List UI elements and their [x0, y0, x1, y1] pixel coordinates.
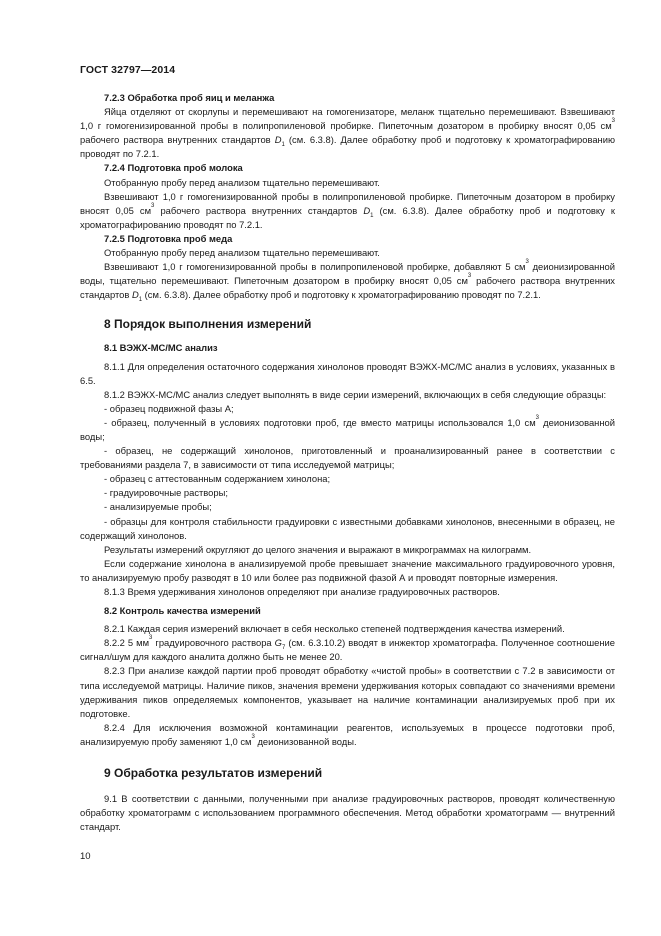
document-header: ГОСТ 32797—2014	[80, 64, 176, 76]
paragraph-8-1-2: 8.1.2 ВЭЖХ-МС/МС анализ следует выполнять в виде серии измерений, включающих в себя следующие образцы:	[104, 388, 607, 400]
subsection-title-7-2-5: 7.2.5 Подготовка проб меда	[104, 232, 233, 244]
subsection-title-8-2: 8.2 Контроль качества измерений	[104, 605, 261, 617]
paragraph-8-2-3: 8.2.3 При анализе каждой партии проб проводят обработку «чистой пробы» в соответствии с 7.2 в зависимости от типа исследуемой матрицы. Наличие пиков, значения времени удерживания которых совпадают со значениями времени удерживания пиков определяемых компонентов, указывает на наличие контаминации анализируемых проб при их подготовке.	[80, 665, 615, 719]
subsection-title-8-1: 8.1 ВЭЖХ-МС/МС анализ	[104, 342, 218, 354]
subsection-title-7-2-3: 7.2.3 Обработка проб яиц и меланжа	[104, 92, 275, 103]
subsection-title-7-2-4: 7.2.4 Подготовка проб молока	[104, 162, 243, 174]
paragraph-7-2-5-a: Отобранную пробу перед анализом тщательно перемешивают.	[104, 247, 380, 259]
section-title-9: 9 Обработка результатов измерений	[104, 766, 323, 781]
paragraph-8-2-4: 8.2.4 Для исключения возможной контаминации реагентов, используемых в процессе подготовки проб, анализируемую пробу заменяют 1,0 $см^3$ деионизованной воды.	[80, 721, 615, 747]
list-item: - образец подвижной фазы А;	[104, 402, 234, 414]
list-item: - образец, не содержащий хинолонов, приготовленный и проанализированный ранее в соответствии с требованиями раздела 7, в зависимости от типа исследуемой матрицы;	[80, 445, 615, 471]
list-item: - образец с аттестованным содержанием хинолона;	[104, 473, 331, 485]
list-item: - образец, полученный в условиях подготовки проб, где вместо матрицы использовался 1,0 $см^3$ деионизованной воды;	[80, 414, 615, 442]
list-item: - анализируемые пробы;	[104, 501, 212, 513]
paragraph-8-1-3: 8.1.3 Время удерживания хинолонов определяют при анализе градуировочных растворов.	[104, 586, 500, 597]
paragraph-9-1: 9.1 В соответствии с данными, полученными при анализе градуировочных растворов, проводят количественную обработку хроматограмм с использованием программного обеспечения. Метод обработки хроматограмм — внутренний стандарт.	[80, 793, 615, 833]
paragraph-7-2-4-a: Отобранную пробу перед анализом тщательно перемешивают.	[104, 176, 380, 188]
paragraph-7-2-4-b: Взвешивают 1,0 г гомогенизированной пробы в полипропиленовой пробирке. Пипеточным дозатором в пробирку вносят 0,05 $см^3$ рабочего раствора внутренних стандартов $D_1$ (см. 6.3.8). Далее обработку проб и подготовку к хроматографированию проводят по 7.2.1.	[80, 190, 615, 230]
list-item: - градуировочные растворы;	[104, 487, 228, 499]
paragraph-8-2-1: 8.2.1 Каждая серия измерений включает в себя несколько степеней подтверждения качества измерений.	[104, 623, 565, 635]
page-number: 10	[80, 851, 91, 862]
paragraph-exceed: Если содержание хинолона в анализируемой пробе превышает значение максимального градуировочного уровня, то анализируемую пробу разводят в 10 или более раз подвижной фазой А и проводят повторные измерения.	[80, 557, 615, 583]
paragraph-8-1-1: 8.1.1 Для определения остаточного содержания хинолонов проводят ВЭЖХ-МС/МС анализ в условиях, указанных в 6.5.	[80, 360, 615, 386]
section-title-8: 8 Порядок выполнения измерений	[104, 317, 312, 332]
document-body	[80, 91, 615, 834]
paragraph-7-2-5-b: Взвешивают 1,0 г гомогенизированной пробы в полипропиленовой пробирке, добавляют 5 $см^3$ деионизированной воды, тщательно перемешивают. Пипеточным дозатором в пробирку вносят 0,05 $см^3$ рабочего раствора внутренних стандартов $D_1$ (см. 6.3.8). Далее обработку проб и подготовку к хроматографированию проводят по 7.2.1.	[80, 259, 615, 304]
paragraph-rounding: Результаты измерений округляют до целого значения и выражают в микрограммах на килограмм.	[104, 543, 532, 555]
paragraph-8-2-2: 8.2.2 5 $мм^3$ градуировочного раствора $G_7$ (см. 6.3.10.2) вводят в инжектор хроматографа. Полученное соотношение сигнал/шум для каждого аналита должно быть не менее 20.	[80, 635, 616, 663]
list-item: - образцы для контроля стабильности градуировки с известными добавками хинолонов, внесенными в образец, не содержащий хинолонов.	[80, 515, 615, 541]
paragraph-7-2-3: Яйца отделяют от скорлупы и перемешивают на гомогенизаторе, меланж тщательно перемешивают. Взвешивают 1,0 г гомогенизированной пробы в полипропиленовой пробирке. Пипеточным дозатором в пробирку вносят 0,05 $см^3$ рабочего раствора внутренних стандартов $D_1$ (см. 6.3.8). Далее обработку проб и подготовку к хроматографированию проводят по 7.2.1.	[80, 106, 615, 160]
